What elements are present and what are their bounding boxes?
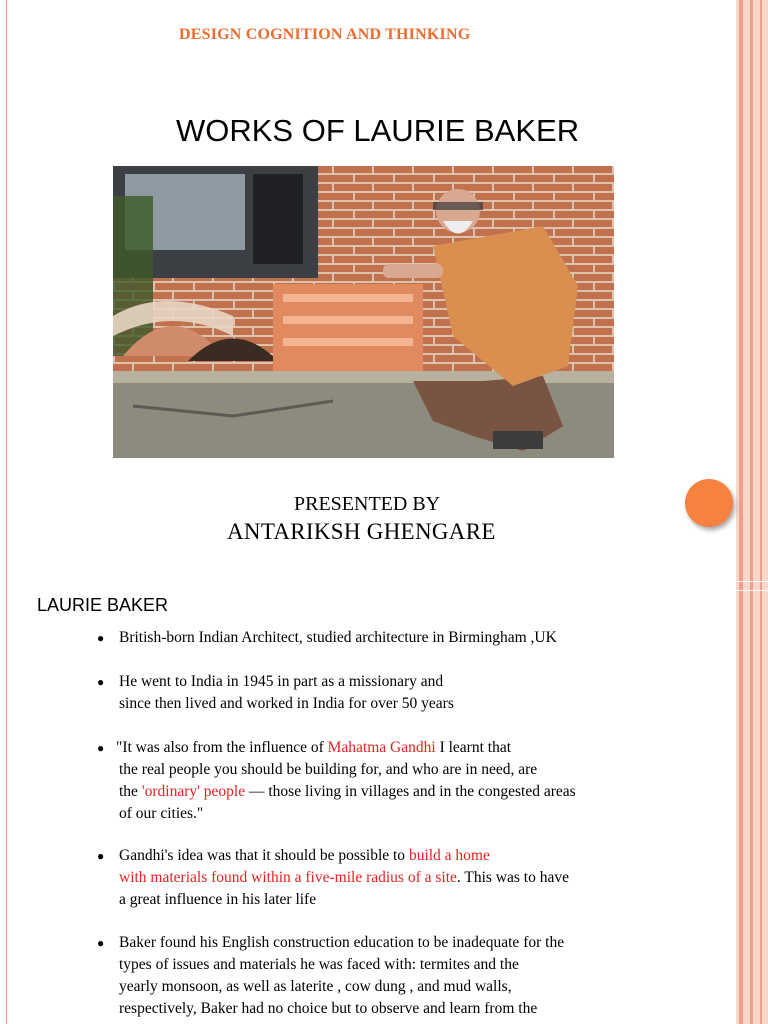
laurie-baker-photo (113, 166, 614, 458)
bullet-text: since then lived and worked in India for over 50 years (119, 695, 454, 712)
border-divider (736, 581, 768, 582)
border-stripe (760, 0, 762, 1024)
border-stripe (739, 0, 743, 1024)
bullet-text: yearly monsoon, as well as laterite , cow dung , and mud walls, (119, 978, 512, 995)
bullet-text: the real people you should be building for, and who are in need, are (119, 761, 538, 778)
highlight-text: 'ordinary' people (141, 783, 246, 800)
presenter-name: ANTARIKSH GHENGARE (227, 519, 496, 544)
section-heading: LAURIE BAKER (37, 595, 169, 615)
bullet-item (97, 737, 576, 825)
border-divider (736, 590, 768, 591)
bullet-icon: ● (97, 741, 105, 755)
bullet-text: a great influence in his later life (119, 891, 317, 908)
bullet-icon: ● (97, 631, 105, 645)
slide-title: WORKS OF LAURIE BAKER (176, 113, 580, 148)
bullet-icon: ● (97, 675, 105, 689)
bullet-item (97, 845, 569, 911)
highlight-text: build a home (408, 847, 490, 864)
bullet-item (97, 671, 454, 715)
presented-by-label: PRESENTED BY (294, 493, 441, 515)
decorative-circle (685, 479, 733, 527)
bullet-text: with materials found within a five-mile radius of a site. This was to have (119, 869, 569, 886)
bullet-item (97, 627, 557, 649)
slide-border-left (6, 0, 7, 1024)
course-header: DESIGN COGNITION AND THINKING (179, 26, 471, 43)
highlight-text: Mahatma Gandhi (327, 739, 436, 756)
bullet-icon: ● (97, 936, 105, 950)
bullet-icon: ● (97, 849, 105, 863)
bullet-text: types of issues and materials he was faced with: termites and the (119, 956, 519, 973)
bullet-text: "It was also from the influence of Mahatma Gandhi I learnt that (116, 739, 512, 756)
highlight-text: with materials found within a five-mile radius of a site (119, 869, 457, 886)
bullet-text: Gandhi's idea was that it should be possible to build a home (119, 847, 490, 864)
bullet-item (97, 932, 565, 1020)
bullet-text: the 'ordinary' people — those living in villages and in the congested areas (119, 783, 576, 800)
bullet-text: He went to India in 1945 in part as a missionary and (119, 673, 444, 690)
bullet-text: of our cities." (119, 805, 204, 822)
bullet-text: respectively, Baker had no choice but to observe and learn from the (119, 1000, 538, 1017)
bullet-text: Baker found his English construction education to be inadequate for the (119, 934, 565, 951)
bullet-text: British-born Indian Architect, studied architecture in Birmingham ,UK (119, 629, 557, 646)
border-stripe (750, 0, 753, 1024)
photo-illustration (113, 166, 614, 458)
